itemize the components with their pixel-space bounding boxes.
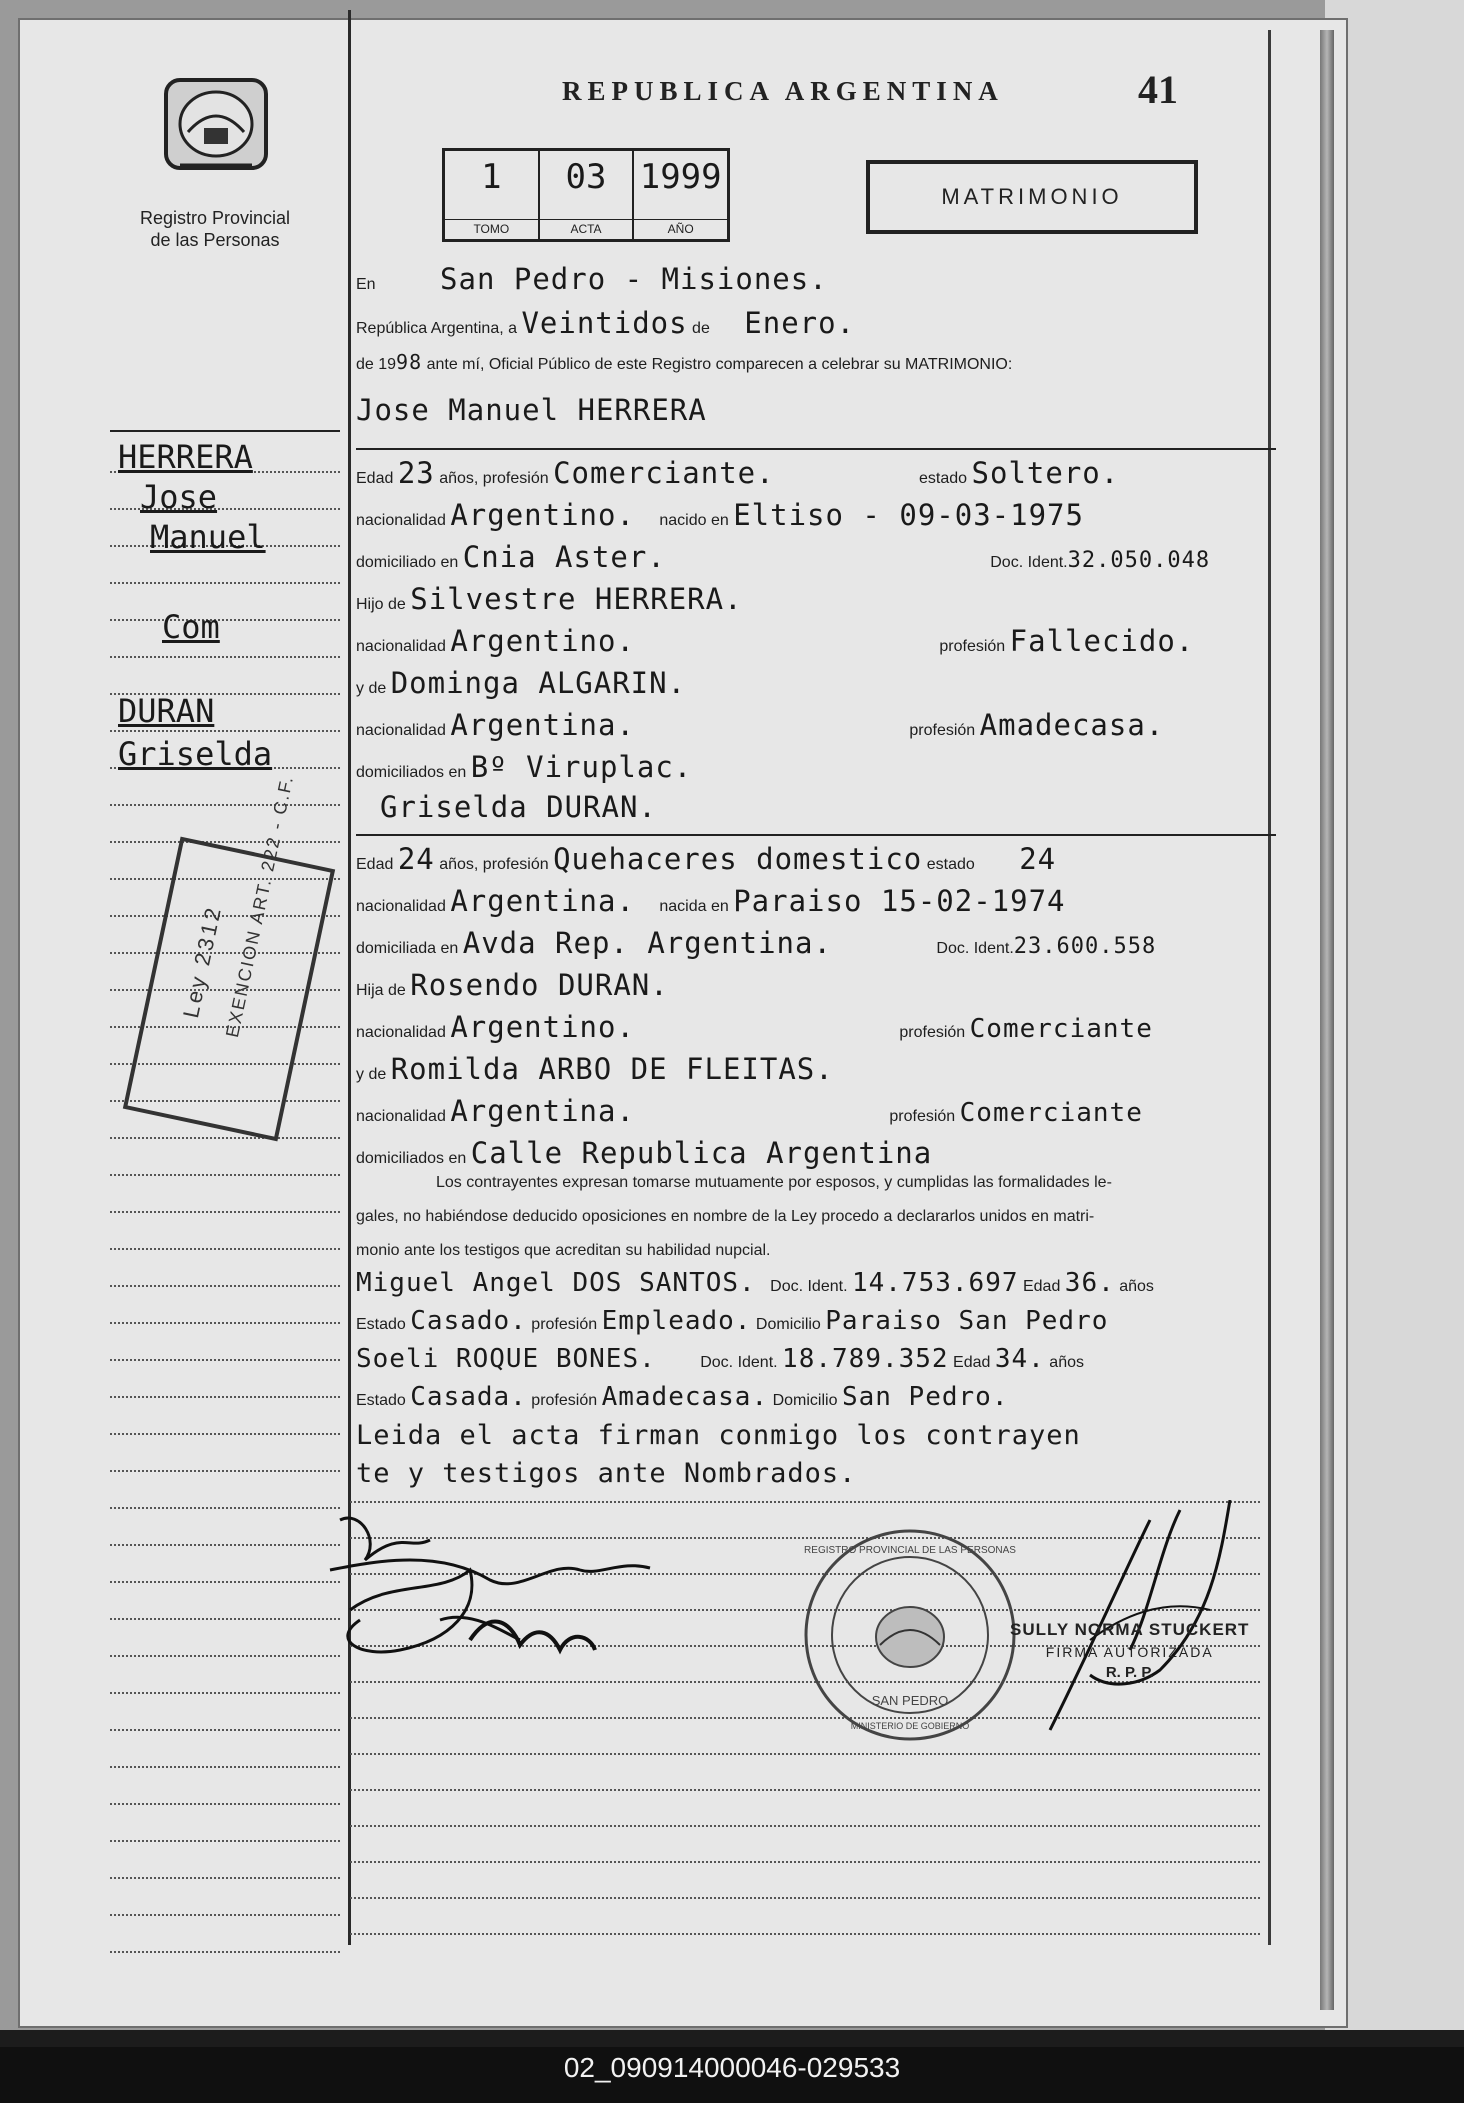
margin-rule-line [110, 1247, 340, 1250]
body-rule-line [350, 1824, 1260, 1827]
label-father-prof: profesión [939, 638, 1006, 655]
label-w1-dom: Domicilio [755, 1316, 821, 1333]
margin-rule-line [110, 1358, 340, 1361]
row-groom-name [356, 393, 707, 427]
margin-rule-line [110, 1765, 340, 1768]
label-w1-estado: Estado [356, 1316, 406, 1333]
margin-rule [110, 430, 340, 432]
label-bride-nacionalidad: nacionalidad [356, 898, 446, 915]
margin-rule-line [110, 1691, 340, 1694]
seal-ministry: MINISTERIO DE GOBIERNO [850, 1721, 970, 1731]
margin-rule-line [110, 1432, 340, 1435]
label-w1-edad: Edad [1022, 1278, 1061, 1295]
registry-seal [800, 1525, 1020, 1745]
witness1-dom: Paraiso San Pedro [825, 1306, 1109, 1336]
row-groom-parents-dom [356, 750, 693, 784]
officer-title: FIRMA AUTORIZADA [1045, 1644, 1214, 1660]
bride-doc: 23.600.558 [1013, 934, 1157, 959]
label-bride-yde: y de [356, 1066, 387, 1083]
groom-father-nac: Argentino. [450, 624, 635, 658]
anio-box [634, 151, 727, 239]
margin-groom-surname: HERRERA [118, 438, 253, 476]
label-year-prefix: de 19 [356, 356, 397, 373]
groom-father: Silvestre HERRERA. [410, 582, 743, 616]
bride-father-prof: Comerciante [969, 1014, 1153, 1044]
label-w2-estado: Estado [356, 1392, 406, 1409]
row-groom-father-nac [356, 624, 1195, 658]
registry-label [120, 207, 310, 251]
witness1-edad: 36. [1064, 1268, 1115, 1298]
image-caption: 02_090914000046-029533 [563, 2052, 901, 2083]
groom-domicilio: Cnia Aster. [462, 540, 666, 574]
acta-label: ACTA [540, 219, 633, 236]
body-rule-line [350, 1896, 1260, 1899]
label-mother-nac: nacionalidad [356, 722, 446, 739]
row-year [356, 350, 1012, 380]
margin-rule-line [110, 1876, 340, 1879]
body-rule-line [350, 1932, 1260, 1935]
groom-rule [356, 448, 1276, 450]
tomo-label: TOMO [445, 219, 538, 236]
witness1-estado: Casado. [410, 1306, 527, 1336]
bride-mother: Romilda ARBO DE FLEITAS. [390, 1052, 834, 1086]
row-bride-mother-nac [356, 1094, 1143, 1128]
stamp-law: Ley 2312 [178, 902, 227, 1021]
record-number-boxes [442, 148, 730, 242]
margin-groom-first: Jose [140, 478, 218, 516]
witness1-prof: Empleado. [601, 1306, 752, 1336]
declaration-line2: gales, no habiéndose deducido oposiciones en nombre de la Ley procedo a declararlos unidos en matri- [356, 1208, 1095, 1225]
row-bride-mother [356, 1052, 834, 1086]
bride-edad: 24 [397, 842, 435, 876]
margin-rule-line [110, 581, 340, 584]
bride-father-nac: Argentino. [450, 1010, 635, 1044]
declaration-line1: Los contrayentes expresan tomarse mutuamente por esposos, y cumplidas las formalidades le- [436, 1174, 1112, 1191]
witness1-name: Miguel Angel DOS SANTOS. [356, 1268, 756, 1298]
label-mother-prof: profesión [909, 722, 976, 739]
bride-parents-dom: Calle Republica Argentina [470, 1136, 933, 1170]
label-bride-father-nac: nacionalidad [356, 1024, 446, 1041]
groom-edad: 23 [397, 456, 435, 490]
label-de: de [692, 320, 710, 337]
bride-domicilio: Avda Rep. Argentina. [462, 926, 832, 960]
bride-mother-prof: Comerciante [959, 1098, 1143, 1128]
body-rule-line [350, 1788, 1260, 1791]
groom-parents-dom: Bº Viruplac. [470, 750, 693, 784]
acta-value: 03 [565, 157, 607, 197]
label-w1-doc: Doc. Ident. [770, 1278, 848, 1295]
witness2-doc: 18.789.352 [782, 1344, 949, 1374]
party-signatures [320, 1500, 700, 1680]
row-witness1 [356, 1268, 1154, 1298]
label-doc: Doc. Ident. [990, 554, 1068, 571]
margin-rule-line [110, 1913, 340, 1916]
margin-conjunction: Com [162, 608, 220, 646]
bride-rule [356, 834, 1276, 836]
label-yde: y de [356, 680, 387, 697]
label-w2-doc: Doc. Ident. [700, 1354, 778, 1371]
misiones-crest-icon [160, 70, 272, 182]
margin-rule-line [110, 1506, 340, 1509]
closing-line2: te y testigos ante Nombrados. [356, 1458, 857, 1489]
label-nacida: nacida en [659, 898, 729, 915]
witness1-doc: 14.753.697 [851, 1268, 1019, 1298]
groom-mother-nac: Argentina. [450, 708, 635, 742]
bride-nacionalidad: Argentina. [450, 884, 635, 918]
body-rule-line [350, 1752, 1260, 1755]
label-anos-profesion: años, profesión [439, 470, 549, 487]
row-witness1-details [356, 1306, 1108, 1336]
margin-bride-surname: DURAN [118, 692, 215, 730]
witness2-prof: Amadecasa. [601, 1382, 769, 1412]
label-bride-domiciliados: domiciliados en [356, 1150, 467, 1167]
row-bride-father-nac [356, 1010, 1153, 1044]
intro-text: ante mí, Oficial Público de este Registro comparecen a celebrar su MATRIMONIO: [426, 356, 1013, 373]
row-witness2 [356, 1344, 1084, 1374]
label-domiciliado: domiciliado en [356, 554, 459, 571]
label-domiciliados: domiciliados en [356, 764, 467, 781]
witness2-name: Soeli ROQUE BONES. [356, 1344, 656, 1374]
margin-rule-line [110, 1617, 340, 1620]
label-bride-father-prof: profesión [899, 1024, 966, 1041]
body-rule-line [350, 1860, 1260, 1863]
anio-value: 1999 [639, 157, 722, 197]
groom-father-prof: Fallecido. [1009, 624, 1195, 658]
margin-rule-line [110, 618, 340, 621]
value-year: 98 [396, 350, 423, 374]
groom-nacido: Eltiso - 09-03-1975 [733, 498, 1084, 532]
row-bride-nac [356, 884, 1066, 918]
label-bride-anos-profesion: años, profesión [439, 856, 549, 873]
witness2-edad: 34. [994, 1344, 1045, 1374]
row-bride-parents-dom [356, 1136, 933, 1170]
margin-rule-line [110, 1728, 340, 1731]
label-w2-dom: Domicilio [772, 1392, 838, 1409]
row-closing2 [356, 1458, 856, 1488]
label-w2-edad: Edad [953, 1354, 991, 1371]
row-closing1 [356, 1420, 1081, 1450]
row-date [356, 306, 856, 340]
witness2-estado: Casada. [410, 1382, 527, 1412]
value-month: Enero. [744, 306, 856, 340]
tomo-value: 1 [481, 157, 502, 197]
margin-rule-line [110, 1321, 340, 1324]
margin-rule-line [110, 1543, 340, 1546]
label-hijo: Hijo de [356, 596, 406, 613]
label-domiciliada: domiciliada en [356, 940, 459, 957]
label-bride-mother-prof: profesión [889, 1108, 956, 1125]
margin-rule-line [110, 1839, 340, 1842]
seal-bottom-text: SAN PEDRO [871, 1693, 949, 1708]
margin-rule-line [110, 1950, 340, 1953]
label-hija: Hija de [356, 982, 406, 999]
label-nacido: nacido en [659, 512, 729, 529]
stamp-exemption: EXENCION ART. 222 - C.F. [222, 773, 298, 1040]
margin-rule-line [110, 1210, 340, 1213]
anio-label: AÑO [634, 219, 727, 236]
label-father-nac: nacionalidad [356, 638, 446, 655]
margin-rule-line [110, 1580, 340, 1583]
bride-mother-nac: Argentina. [450, 1094, 635, 1128]
label-bride-edad: Edad [356, 856, 394, 873]
bride-nacida: Paraiso 15-02-1974 [733, 884, 1066, 918]
bride-father: Rosendo DURAN. [410, 968, 669, 1002]
registry-label-line2: de las Personas [150, 230, 280, 250]
label-w2-prof: profesión [531, 1392, 598, 1409]
groom-mother-prof: Amadecasa. [979, 708, 1165, 742]
groom-name: Jose Manuel HERRERA [356, 393, 707, 427]
book-binding [1320, 30, 1334, 2010]
row-bride-father [356, 968, 669, 1002]
officer-office: R. P. P. [1105, 1664, 1154, 1681]
groom-profesion: Comerciante. [553, 456, 775, 490]
bride-profesion: Quehaceres domestico [553, 842, 923, 876]
declaration-paragraph [356, 1166, 1266, 1268]
registry-label-line1: Registro Provincial [139, 208, 291, 228]
row-groom-edad [356, 456, 1120, 490]
label-bride-mother-nac: nacionalidad [356, 1108, 446, 1125]
row-groom-father [356, 582, 743, 616]
tomo-box [445, 151, 540, 239]
groom-mother: Dominga ALGARIN. [390, 666, 687, 700]
value-day: Veintidos [521, 306, 688, 340]
groom-nacionalidad: Argentino. [450, 498, 635, 532]
label-bride-doc: Doc. Ident. [936, 940, 1014, 957]
row-groom-nac [356, 498, 1084, 532]
margin-groom-middle: Manuel [150, 518, 266, 556]
margin-rule-line [110, 655, 340, 658]
label-bride-estado: estado [926, 856, 975, 873]
declaration-line3: monio ante los testigos que acreditan su habilidad nupcial. [356, 1242, 771, 1259]
margin-rule-line [110, 1284, 340, 1287]
row-bride-name [356, 790, 657, 824]
groom-estado: Soltero. [971, 456, 1120, 490]
officer-name: SULLY NORMA STUCKERT [1010, 1620, 1250, 1639]
row-bride-dom [356, 926, 1157, 960]
row-witness2-details [356, 1382, 1008, 1412]
label-w1-prof: profesión [531, 1316, 598, 1333]
groom-doc: 32.050.048 [1067, 548, 1211, 573]
label-republica: República Argentina, a [356, 320, 517, 337]
country-title: REPUBLICA ARGENTINA [562, 76, 1004, 106]
label-w2-anos: años [1049, 1354, 1084, 1371]
row-groom-mother-nac [356, 708, 1165, 742]
margin-rule-line [110, 1395, 340, 1398]
label-nacionalidad: nacionalidad [356, 512, 446, 529]
margin-rule-line [110, 1802, 340, 1805]
label-estado: estado [919, 470, 968, 487]
witness2-dom: San Pedro. [841, 1382, 1009, 1412]
row-bride-edad [356, 842, 1057, 876]
row-groom-dom [356, 540, 1211, 574]
record-type-box: MATRIMONIO [866, 160, 1198, 234]
row-groom-mother [356, 666, 687, 700]
margin-rule-line [110, 1469, 340, 1472]
label-en: En [356, 276, 376, 293]
value-place: San Pedro - Misiones. [440, 262, 828, 296]
label-w1-anos: años [1119, 1278, 1154, 1295]
officer-block [1010, 1620, 1249, 1681]
bride-estado: 24 [1019, 842, 1057, 876]
label-edad: Edad [356, 470, 394, 487]
margin-rule-line [110, 1173, 340, 1176]
margin-bride-first: Griselda [118, 735, 273, 773]
margin-rule-line [110, 1654, 340, 1657]
row-place [356, 262, 828, 296]
bride-name: Griselda DURAN. [380, 790, 657, 824]
seal-outer-text: REGISTRO PROVINCIAL DE LAS PERSONAS [804, 1545, 1016, 1556]
margin-rule-line [110, 1136, 340, 1139]
acta-box [540, 151, 635, 239]
closing-line1: Leida el acta firman conmigo los contrayen [356, 1420, 1081, 1451]
page-number: 41 [1138, 67, 1178, 112]
